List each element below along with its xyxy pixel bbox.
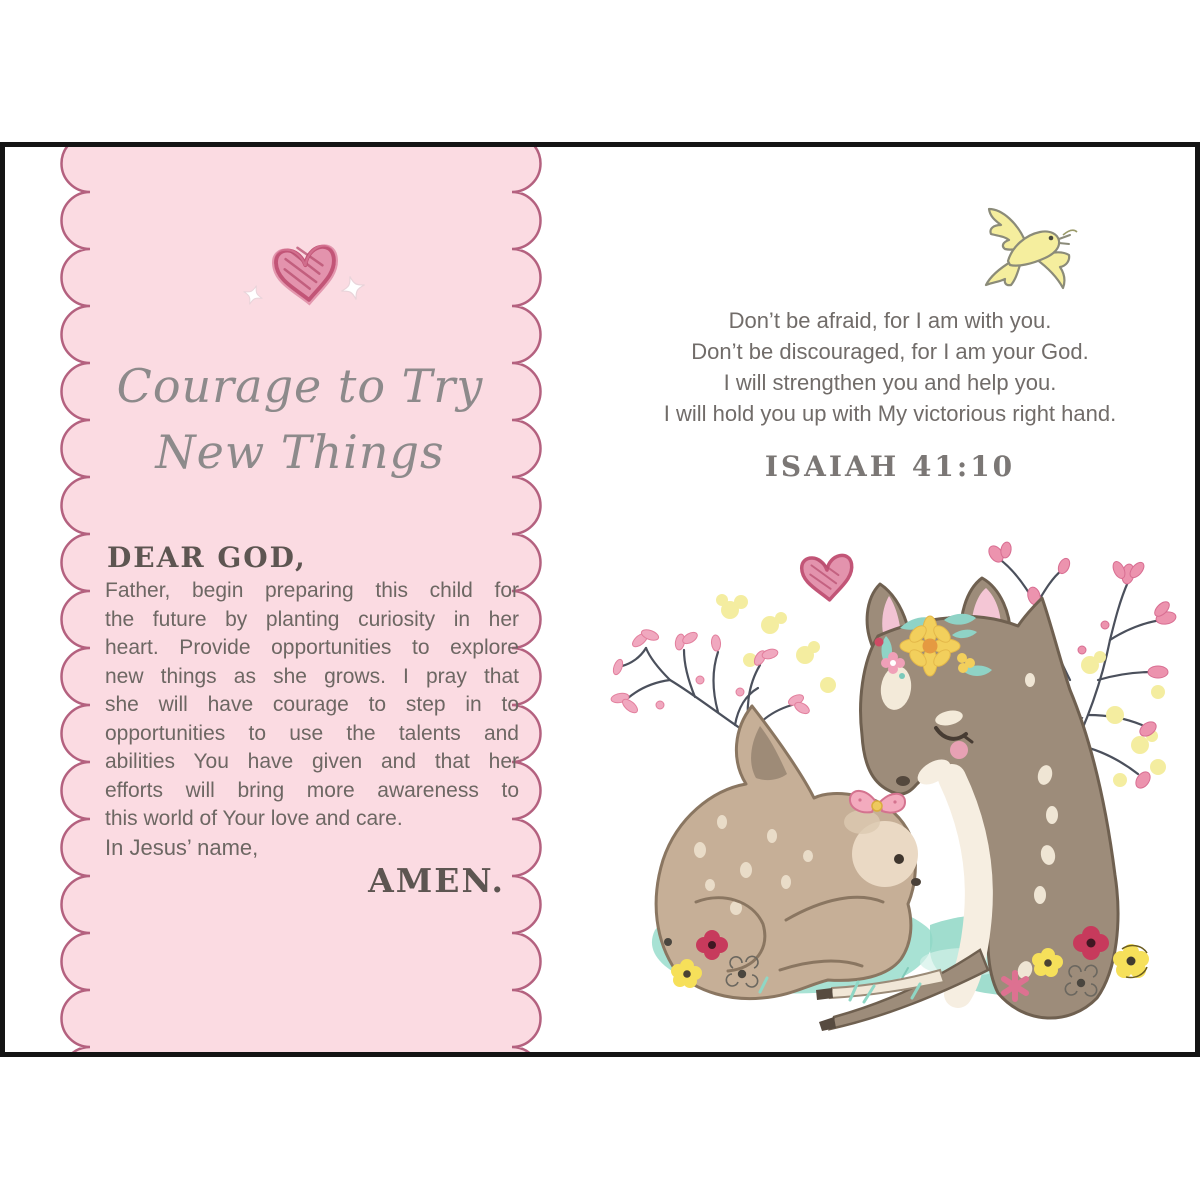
- title-line-2: New Things: [155, 425, 445, 479]
- prayer-line: she will have courage to step in to: [105, 693, 519, 716]
- blossoms-pink: [610, 628, 811, 716]
- seed-dot: [664, 938, 672, 946]
- verse-line: Don’t be discouraged, for I am your God.: [691, 339, 1089, 364]
- yellow-dove-icon: [980, 199, 1080, 294]
- fawn-forehead-shade: [844, 810, 880, 834]
- heart-doodle-icon: [801, 555, 855, 603]
- hair-bow-icon: [850, 791, 905, 813]
- prayer-closing: In Jesus’ name,: [105, 835, 259, 860]
- fawn-eye: [894, 854, 904, 864]
- dove-beak: [1059, 235, 1070, 244]
- bible-verse: [585, 305, 1195, 429]
- verse-reference: ISAIAH 41:10: [764, 450, 1016, 483]
- verse-line: Don’t be afraid, for I am with you.: [728, 308, 1052, 333]
- prayer-line: heart. Provide opportunities to explore: [105, 636, 519, 659]
- prayer-line: this world of Your love and care.: [105, 807, 403, 830]
- crown-teal-dot: [899, 673, 905, 679]
- mother-cheek-blush: [950, 741, 968, 759]
- prayer-line: efforts will bring more awareness to: [105, 778, 519, 802]
- prayer-line: opportunities to use the talents and: [105, 721, 519, 745]
- page-title: [95, 353, 505, 485]
- heart-doodle-icon: [240, 243, 370, 328]
- branch-left: [610, 594, 836, 735]
- sparkle-right-icon: [338, 273, 367, 302]
- hoof: [816, 988, 833, 1000]
- crown-red-bud: [875, 638, 884, 647]
- prayer-line: Father, begin preparing this child for: [105, 579, 519, 602]
- prayer-line: new things as she grows. I pray that: [105, 664, 519, 688]
- big-yellow-flower: [1113, 944, 1149, 978]
- verse-line: I will strengthen you and help you.: [723, 370, 1057, 395]
- prayer-line: the future by planting curiosity in her: [105, 607, 519, 631]
- sparkle-left-icon: [240, 282, 266, 308]
- fawn-nose: [911, 878, 921, 886]
- prayer-line: abilities You have given and that her: [105, 750, 519, 773]
- crown-daisy-center: [923, 639, 938, 654]
- mother-nose: [896, 776, 910, 786]
- title-line-1: Courage to Try: [116, 359, 484, 413]
- prayer-salutation: DEAR GOD,: [107, 541, 307, 574]
- deer-illustration: [600, 530, 1200, 1050]
- verse-line: I will hold you up with My victorious right hand.: [663, 401, 1117, 426]
- prayer-text: [105, 577, 519, 834]
- dove-eye: [1049, 236, 1054, 241]
- blossoms-yellow: [716, 594, 836, 693]
- prayer-amen: AMEN.: [368, 861, 505, 900]
- book-spread-photo: [0, 142, 1200, 1057]
